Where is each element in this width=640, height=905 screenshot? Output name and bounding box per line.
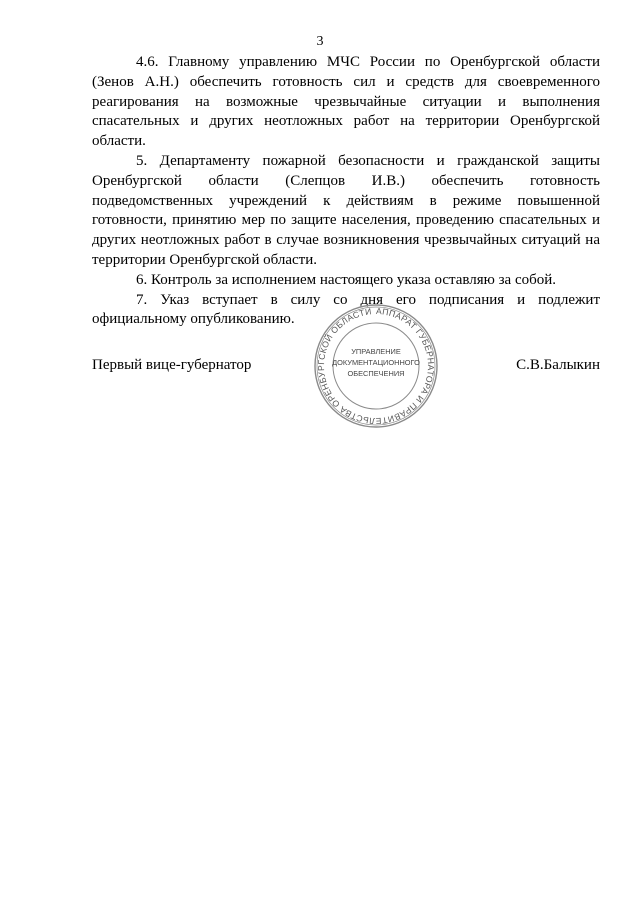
- paragraph-7: 7. Указ вступает в силу со дня его подписания и подлежит официальному опубликованию.: [92, 291, 600, 328]
- paragraph-4-6: 4.6. Главному управлению МЧС России по Оренбургской области (Зенов А.Н.) обеспечить готовность сил и средств для своевременного реагирования на возможные чрезвычайные ситуации и выполнения спасательных и других неотложных работ на территории Оренбургской области.: [92, 54, 600, 150]
- official-stamp: [312, 302, 440, 430]
- paragraph-5: 5. Департаменту пожарной безопасности и гражданской защиты Оренбургской области (Слепцов И.В.) обеспечить готовность подведомственных учреждений к действиям в режиме повышенной готовности, принятию мер по защите населения, проведению спасательных и других неотложных работ в случае возникновения чрезвычайных ситуаций на территории Оренбургской области.: [92, 152, 600, 268]
- page-number: 3: [316, 34, 324, 49]
- signatory-position: Первый вице-губернатор: [92, 357, 252, 373]
- stamp-center-line-3: ОБЕСПЕЧЕНИЯ: [347, 369, 405, 378]
- stamp-ring-text: АППАРАТ ГУБЕРНАТОРА И ПРАВИТЕЛЬСТВА ОРЕНБУРГСКОЙ ОБЛАСТИ: [315, 305, 437, 427]
- document-body: [92, 53, 600, 330]
- paragraph-6: 6. Контроль за исполнением настоящего указа оставляю за собой.: [136, 271, 557, 288]
- stamp-center-line-2: ДОКУМЕНТАЦИОННОГО: [332, 358, 420, 367]
- signatory-name: С.В.Балыкин: [516, 357, 600, 373]
- stamp-center-line-1: УПРАВЛЕНИЕ: [351, 347, 401, 356]
